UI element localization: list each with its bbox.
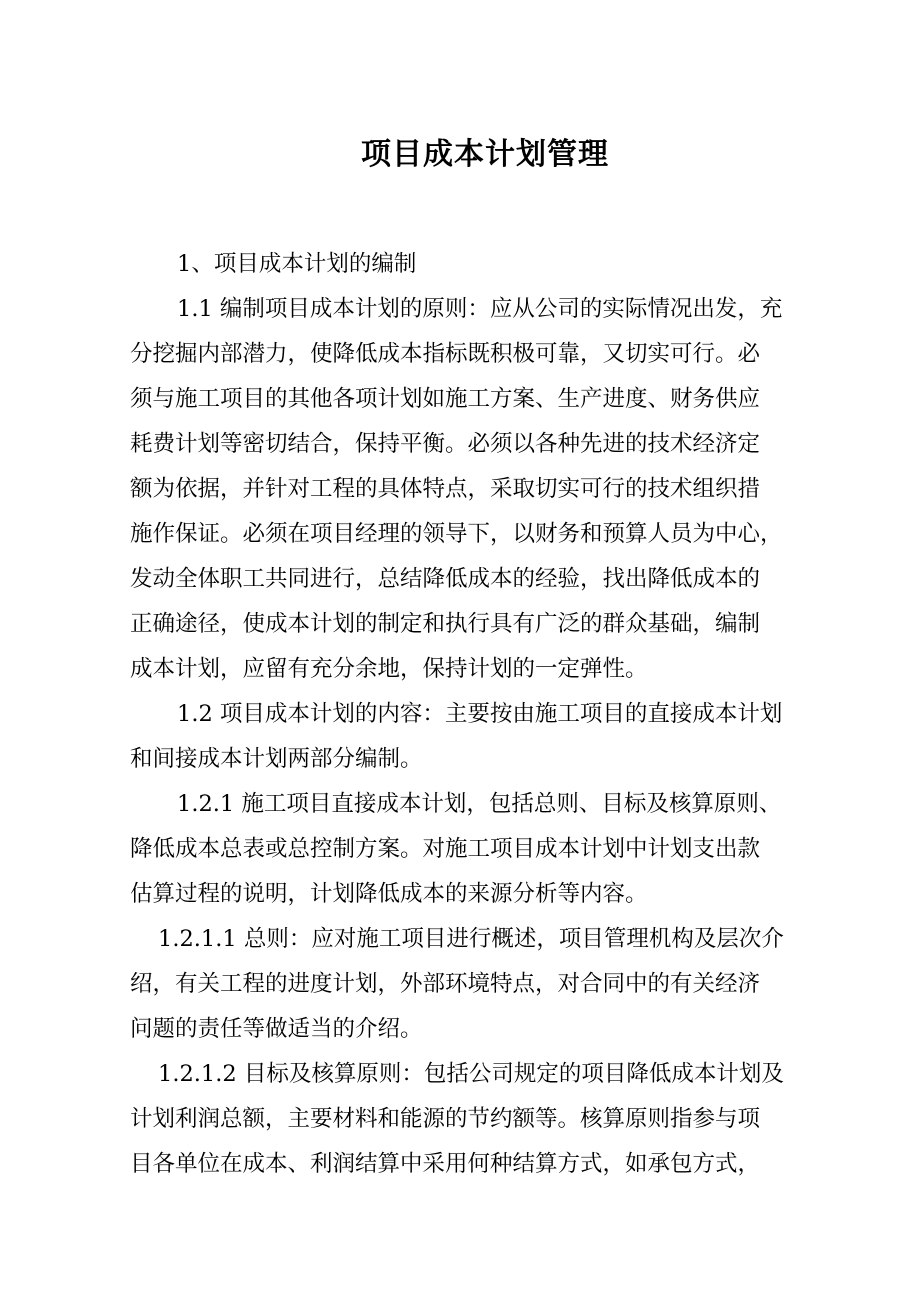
paragraph-line: 1.2.1.1 总则：应对施工项目进行概述，项目管理机构及层次介 [158,926,784,952]
paragraph-line: 额为依据，并针对工程的具体特点，采取切实可行的技术组织措 [130,476,761,502]
paragraph-line: 1.2 项目成本计划的内容：主要按由施工项目的直接成本计划 [177,701,783,727]
paragraph-line: 正确途径，使成本计划的制定和执行具有广泛的群众基础，编制 [130,611,761,637]
paragraph-line: 1.2.1 施工项目直接成本计划，包括总则、目标及核算原则、 [177,791,782,817]
paragraph-line: 估算过程的说明，计划降低成本的来源分析等内容。 [130,881,648,907]
paragraph-line: 和间接成本计划两部分编制。 [130,746,423,772]
paragraph-line: 问题的责任等做适当的介绍。 [130,1016,423,1042]
paragraph-line: 成本计划，应留有充分余地，保持计划的一定弹性。 [130,656,648,682]
paragraph-line: 分挖掘内部潜力，使降低成本指标既积极可靠，又切实可行。必 [130,341,761,367]
section-heading: 1、项目成本计划的编制 [177,251,417,277]
paragraph-line: 绍，有关工程的进度计划，外部环境特点，对合同中的有关经济 [130,971,761,997]
paragraph-line: 目各单位在成本、利润结算中采用何种结算方式，如承包方式， [130,1151,761,1177]
paragraph-line: 施作保证。必须在项目经理的领导下，以财务和预算人员为中心， [130,521,783,547]
paragraph-line: 计划利润总额，主要材料和能源的节约额等。核算原则指参与项 [130,1106,761,1132]
paragraph-line: 1.2.1.2 目标及核算原则：包括公司规定的项目降低成本计划及 [158,1061,784,1087]
paragraph-line: 降低成本总表或总控制方案。对施工项目成本计划中计划支出款 [130,836,761,862]
paragraph-line: 须与施工项目的其他各项计划如施工方案、生产进度、财务供应 [130,386,761,412]
document-title: 项目成本计划管理 [361,137,609,172]
paragraph-line: 耗费计划等密切结合，保持平衡。必须以各种先进的技术经济定 [130,431,761,457]
paragraph-line: 发动全体职工共同进行，总结降低成本的经验，找出降低成本的 [130,566,761,592]
paragraph-line: 1.1 编制项目成本计划的原则：应从公司的实际情况出发，充 [177,296,783,322]
